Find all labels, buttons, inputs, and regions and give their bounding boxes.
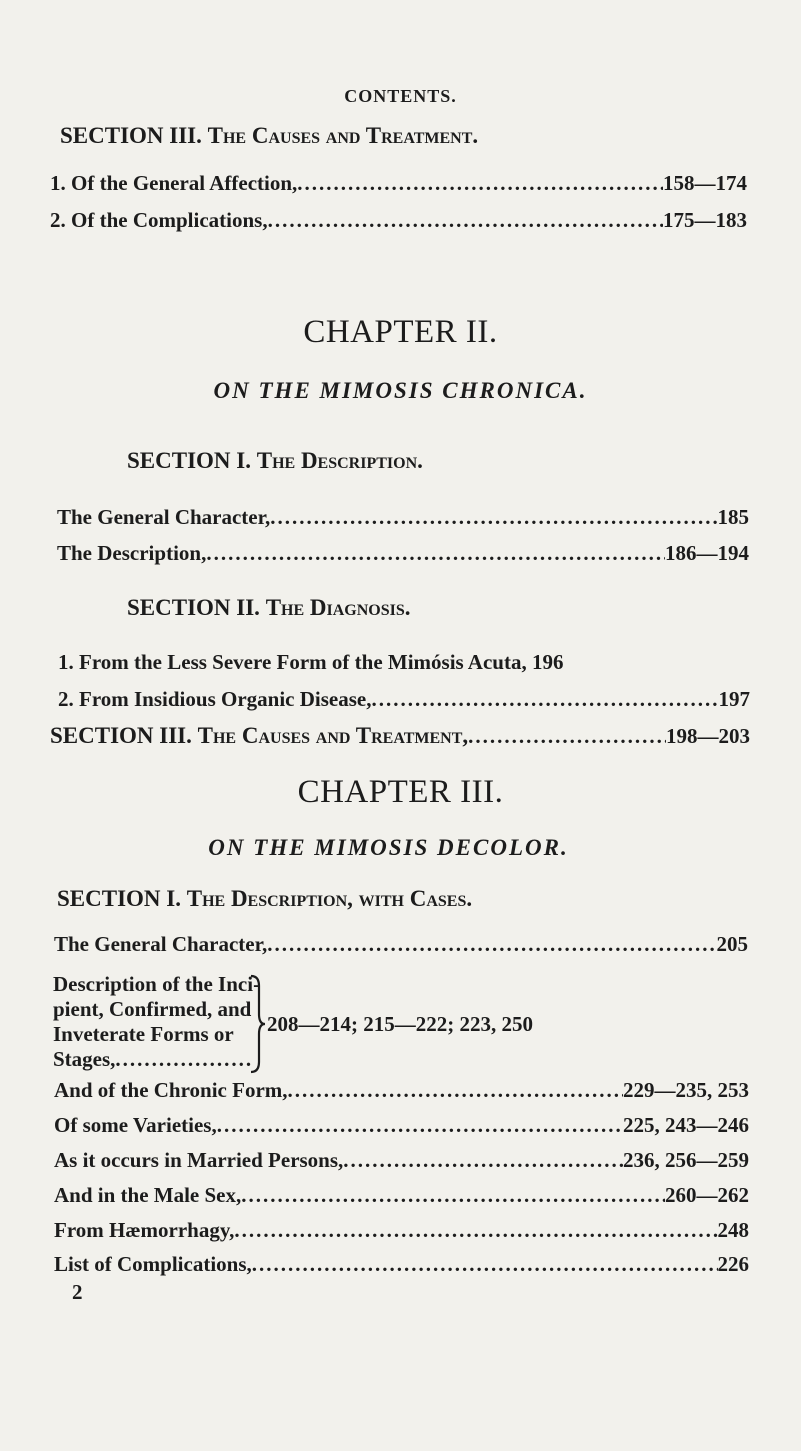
chapter-heading: CHAPTER II. — [303, 314, 498, 350]
toc-entry: As it occurs in Married Persons, ..... 236, 256—259 — [54, 1148, 749, 1173]
section-title: The Causes and Treatment. — [207, 123, 479, 148]
toc-entry: SECTION III. The Causes and Treatment, ..... 198—203 — [50, 723, 750, 749]
toc-entry: From Hæmorrhagy, ..... 248 — [54, 1218, 749, 1243]
toc-entry: 2. Of the Complications, ..... 175—183 — [50, 208, 747, 233]
section-heading — [60, 123, 478, 149]
toc-entry: Of some Varieties, ..... 225, 243—246 — [54, 1113, 749, 1138]
section-heading: SECTION II. The Diagnosis. — [127, 595, 411, 620]
toc-entry: The Description, ..... 186—194 — [57, 541, 749, 566]
toc-entry: The General Character, ..... 185 — [57, 505, 749, 530]
toc-entry: 2. From Insidious Organic Disease, ..... 197 — [58, 687, 750, 712]
toc-entry: 1. From the Less Severe Form of the Mimósis Acuta, 196 — [58, 650, 564, 674]
toc-entry: The General Character, ..... 205 — [54, 932, 748, 957]
toc-entry: List of Complications, ..... 226 — [54, 1252, 749, 1277]
brace-icon — [249, 974, 267, 1074]
chapter-subtitle: ON THE MIMOSIS CHRONICA. — [213, 378, 588, 403]
section-label: SECTION III. — [60, 123, 202, 148]
running-head: CONTENTS. — [344, 86, 457, 106]
chapter-heading: CHAPTER III. — [297, 774, 504, 810]
chapter-subtitle: ON THE MIMOSIS DECOLOR. — [208, 835, 569, 860]
bracket-pages: 208—214; 215—222; 223, 250 — [267, 1012, 533, 1036]
section-heading: SECTION I. The Description. — [127, 448, 423, 473]
signature-mark: 2 — [72, 1280, 83, 1304]
toc-entry: And in the Male Sex, ..... 260—262 — [54, 1183, 749, 1208]
section-heading: SECTION I. The Description, with Cases. — [57, 886, 473, 911]
toc-entry: 1. Of the General Affection, ..... 158—174 — [50, 171, 747, 196]
toc-entry: And of the Chronic Form, ..... 229—235, 253 — [54, 1078, 749, 1103]
bracketed-entry: Description of the Inci- pient, Confirmed, and Inveterate Forms or Stages, ..... 208—214; 215—222; 223, 250 — [53, 972, 753, 1082]
